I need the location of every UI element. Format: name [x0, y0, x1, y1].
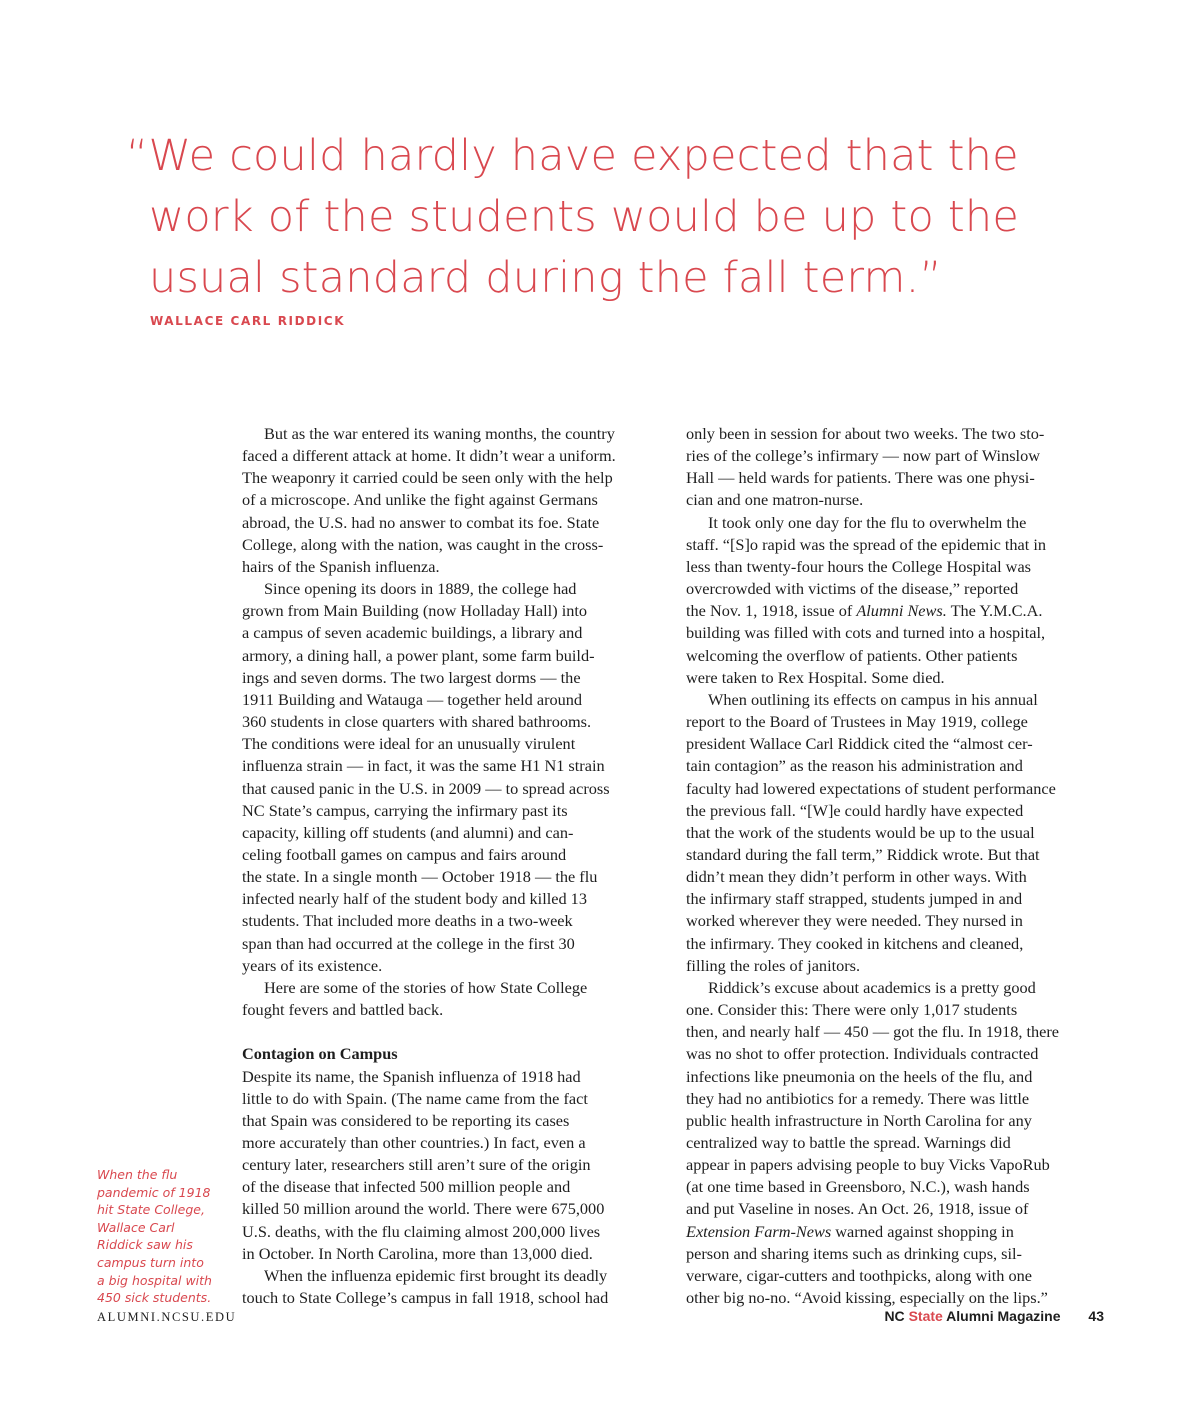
body-text-line: president Wallace Carl Riddick cited the “almost cer-	[686, 734, 1033, 754]
body-text-line: a campus of seven academic buildings, a library and	[242, 623, 583, 643]
body-text-line: infected nearly half of the student body and killed 13	[242, 889, 587, 909]
pull-quote-line: “We could hardly have expected that the	[126, 131, 1019, 181]
body-text-line: that caused panic in the U.S. in 2009 — to spread across	[242, 778, 610, 798]
body-text-line: then, and nearly half — 450 — got the flu. In 1918, there	[686, 1022, 1060, 1042]
body-text-line: cian and one matron-nurse.	[686, 490, 864, 510]
body-text-line: the Nov. 1, 1918, issue of Alumni News. The Y.M.C.A.	[686, 601, 1043, 621]
body-text-line: more accurately than other countries.) In fact, even a	[242, 1132, 586, 1152]
body-text-line: public health infrastructure in North Carolina for any	[686, 1110, 1032, 1130]
body-text-line: U.S. deaths, with the flu claiming almost 200,000 lives	[242, 1221, 601, 1241]
article-column-left	[242, 423, 664, 1309]
body-text-line: verware, cigar-cutters and toothpicks, along with one	[686, 1265, 1032, 1285]
body-text-line: the previous fall. “[W]e could hardly have expected	[686, 800, 1024, 820]
body-text-line: that Spain was considered to be reporting its cases	[242, 1110, 570, 1130]
body-text-line: person and sharing items such as drinking cups, sil-	[686, 1243, 1022, 1263]
body-text-line: the infirmary. They cooked in kitchens and cleaned,	[686, 933, 1024, 953]
body-text-line: The weaponry it carried could be seen only with the help	[242, 468, 613, 488]
body-text-line: capacity, killing off students (and alumni) and can-	[242, 822, 574, 842]
body-text-line: standard during the fall term,” Riddick wrote. But that	[686, 844, 1040, 864]
body-text-line: armory, a dining hall, a power plant, some farm build-	[242, 645, 595, 665]
footer-url: ALUMNI.NCSU.EDU	[97, 1310, 237, 1324]
caption-line: hit State College,	[97, 1202, 205, 1218]
pull-quote-line: usual standard during the fall term.”	[149, 253, 942, 303]
footer-brand-nc: NC	[884, 1308, 905, 1324]
body-text-line: the state. In a single month — October 1918 — the flu	[242, 867, 598, 887]
body-text-line: Since opening its doors in 1889, the college had	[264, 579, 577, 599]
caption-line: campus turn into	[97, 1254, 204, 1270]
body-text-line: (at one time based in Greensboro, N.C.), wash hands	[686, 1177, 1030, 1197]
body-text-line: influenza strain — in fact, it was the same H1 N1 strain	[242, 756, 605, 776]
body-text-line: Here are some of the stories of how State College	[264, 977, 588, 997]
body-text-line: celing football games on campus and fairs around	[242, 844, 567, 864]
publication-title: Extension Farm-News	[686, 1221, 832, 1241]
body-text-line: 360 students in close quarters with shared bathrooms.	[242, 712, 592, 732]
body-text-line: less than twenty-four hours the College Hospital was	[686, 556, 1032, 576]
body-text-line: staff. “[S]o rapid was the spread of the epidemic that in	[686, 534, 1047, 554]
body-text-line: was no shot to offer protection. Individuals contracted	[686, 1044, 1039, 1064]
body-text-line: of a microscope. And unlike the fight against Germans	[242, 490, 598, 510]
body-text-line: appear in papers advising people to buy Vicks VapoRub	[686, 1155, 1050, 1175]
body-text-line: The conditions were ideal for an unusually virulent	[242, 734, 576, 754]
photo-caption	[97, 1166, 227, 1307]
body-text-line: of the disease that infected 500 million people and	[242, 1177, 571, 1197]
body-text-line: It took only one day for the flu to overwhelm the	[708, 512, 1027, 532]
body-text-line: building was filled with cots and turned into a hospital,	[686, 623, 1046, 643]
article-column-right	[686, 423, 1108, 1309]
publication-title: Alumni News.	[856, 601, 947, 621]
body-text-line: faculty had lowered expectations of student performance	[686, 778, 1056, 798]
body-text-line: fought fevers and battled back.	[242, 1000, 444, 1020]
body-text-line: span than had occurred at the college in the first 30	[242, 933, 575, 953]
body-text-line: Despite its name, the Spanish influenza of 1918 had	[242, 1066, 581, 1086]
body-text-line: ings and seven dorms. The two largest dorms — the	[242, 667, 581, 687]
body-text-line: other big no-no. “Avoid kissing, especially on the lips.”	[686, 1288, 1048, 1308]
body-text-line: Extension Farm-News warned against shopping in	[686, 1221, 1014, 1241]
body-text-line: infections like pneumonia on the heels of the flu, and	[686, 1066, 1033, 1086]
body-text-line: report to the Board of Trustees in May 1919, college	[686, 712, 1028, 732]
body-text-line: killed 50 million around the world. There were 675,000	[242, 1199, 605, 1219]
footer-magazine	[884, 1308, 1104, 1324]
body-text-line: College, along with the nation, was caught in the cross-	[242, 534, 604, 554]
body-text-line: little to do with Spain. (The name came from the fact	[242, 1088, 588, 1108]
caption-line: pandemic of 1918	[97, 1184, 211, 1200]
body-text-line: filling the roles of janitors.	[686, 955, 861, 975]
page-number: 43	[1088, 1308, 1104, 1324]
body-text-line: abroad, the U.S. had no answer to combat its foe. State	[242, 512, 600, 532]
body-text-line: and put Vaseline in noses. An Oct. 26, 1918, issue of	[686, 1199, 1029, 1219]
body-text-line: touch to State College’s campus in fall 1918, school had	[242, 1288, 609, 1308]
caption-line: a big hospital with	[97, 1272, 212, 1288]
body-text-line: that the work of the students would be up to the usual	[686, 822, 1035, 842]
caption-line: 450 sick students.	[97, 1290, 212, 1306]
caption-line: Wallace Carl	[97, 1219, 175, 1235]
body-text-line: in October. In North Carolina, more than 13,000 died.	[242, 1243, 593, 1263]
body-text-line: When the influenza epidemic first brought its deadly	[264, 1265, 608, 1285]
body-text-line: welcoming the overflow of patients. Other patients	[686, 645, 1018, 665]
body-text-line: they had no antibiotics for a remedy. There was little	[686, 1088, 1030, 1108]
body-text-line: students. That included more deaths in a two-week	[242, 911, 573, 931]
body-text-line: were taken to Rex Hospital. Some died.	[686, 667, 945, 687]
body-text-line: Hall — held wards for patients. There was one physi-	[686, 468, 1035, 488]
pull-quote-attribution: WALLACE CARL RIDDICK	[150, 314, 346, 328]
pull-quote	[126, 126, 1106, 309]
paragraph-spacer	[242, 1021, 664, 1043]
body-text-line: NC State’s campus, carrying the infirmary past its	[242, 800, 568, 820]
footer-brand-state: State	[908, 1308, 943, 1324]
body-text-line: grown from Main Building (now Holladay Hall) into	[242, 601, 588, 621]
body-text-line: centralized way to battle the spread. Warnings did	[686, 1133, 1011, 1152]
section-heading: Contagion on Campus	[242, 1044, 398, 1064]
body-text-line: hairs of the Spanish influenza.	[242, 556, 440, 576]
footer-brand-rest: Alumni Magazine	[946, 1308, 1061, 1324]
body-text-line: years of its existence.	[242, 955, 383, 975]
body-text-line: century later, researchers still aren’t sure of the origin	[242, 1155, 591, 1175]
body-text-line: the infirmary staff strapped, students jumped in and	[686, 889, 1023, 909]
caption-line: Riddick saw his	[97, 1237, 193, 1253]
body-text-line: didn’t mean they didn’t perform in other ways. With	[686, 867, 1027, 887]
body-text-line: only been in session for about two weeks. The two sto-	[686, 424, 1045, 443]
pull-quote-line: work of the students would be up to the	[149, 192, 1020, 242]
body-text-line: overcrowded with victims of the disease,” reported	[686, 579, 1019, 599]
body-text-line: tain contagion” as the reason his administration and	[686, 756, 1023, 776]
caption-line: When the flu	[97, 1167, 178, 1182]
body-text-line: ries of the college’s infirmary — now part of Winslow	[686, 446, 1040, 466]
body-text-line: worked wherever they were needed. They nursed in	[686, 911, 1023, 931]
body-text-line: When outlining its effects on campus in his annual	[708, 689, 1038, 709]
body-text-line: 1911 Building and Watauga — together held around	[242, 689, 583, 709]
body-text-line: But as the war entered its waning months, the country	[264, 424, 615, 443]
body-text-line: faced a different attack at home. It didn’t wear a uniform.	[242, 446, 616, 466]
body-text-line: Riddick’s excuse about academics is a pretty good	[708, 977, 1036, 997]
body-text-line: one. Consider this: There were only 1,017 students	[686, 1000, 1018, 1020]
